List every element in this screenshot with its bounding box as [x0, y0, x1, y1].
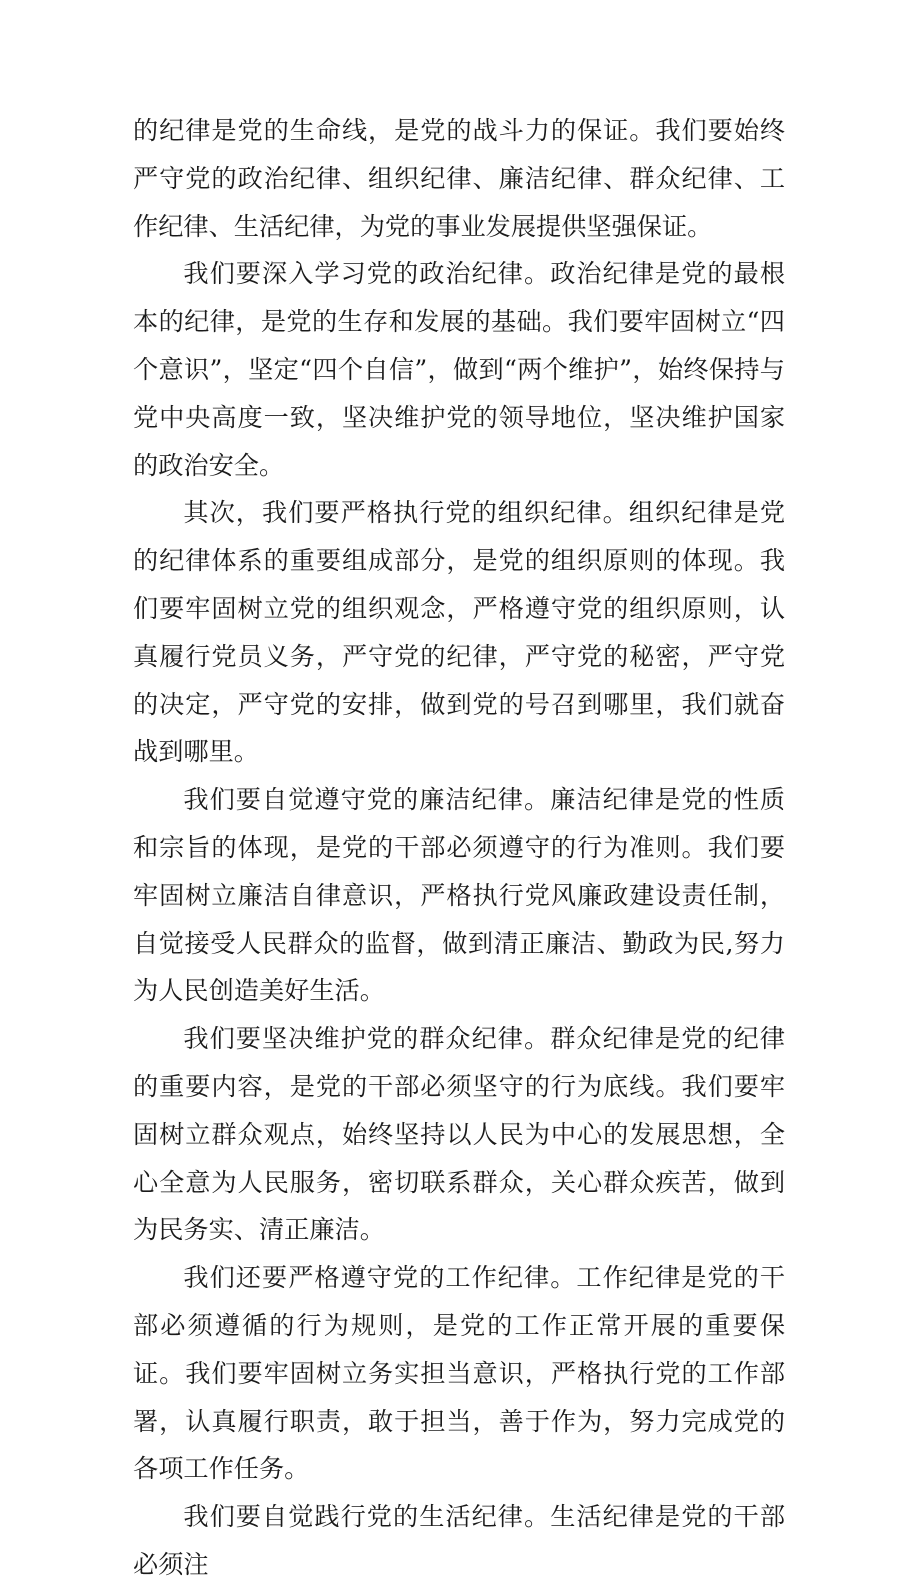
paragraph-2: 我们要深入学习党的政治纪律。政治纪律是党的最根本的纪律，是党的生存和发展的基础。我们要牢固树立“四个意识”，坚定“四个自信”，做到“两个维护”，始终保持与党中央高度一致，坚决维护党的领导地位，坚决维护国家的政治安全。 [133, 259, 785, 480]
paragraph-5: 我们要坚决维护党的群众纪律。群众纪律是党的纪律的重要内容，是党的干部必须坚守的行为底线。我们要牢固树立群众观点，始终坚持以人民为中心的发展思想，全心全意为人民服务，密切联系群众，关心群众疾苦，做到为民务实、清正廉洁。 [133, 1024, 785, 1245]
paragraph-3: 其次，我们要严格执行党的组织纪律。组织纪律是党的纪律体系的重要组成部分，是党的组织原则的体现。我们要牢固树立党的组织观念，严格遵守党的组织原则，认真履行党员义务，严守党的纪律，严守党的秘密，严守党的决定，严守党的安排，做到党的号召到哪里，我们就奋战到哪里。 [133, 498, 785, 767]
paragraph-1: 的纪律是党的生命线，是党的战斗力的保证。我们要始终严守党的政治纪律、组织纪律、廉洁纪律、群众纪律、工作纪律、生活纪律，为党的事业发展提供坚强保证。 [133, 116, 785, 241]
paragraph-6: 我们还要严格遵守党的工作纪律。工作纪律是党的干部必须遵循的行为规则，是党的工作正常开展的重要保证。我们要牢固树立务实担当意识，严格执行党的工作部署，认真履行职责，敢于担当，善于作为，努力完成党的各项工作任务。 [133, 1263, 785, 1484]
paragraph-4: 我们要自觉遵守党的廉洁纪律。廉洁纪律是党的性质和宗旨的体现，是党的干部必须遵守的行为准则。我们要牢固树立廉洁自律意识，严格执行党风廉政建设责任制，自觉接受人民群众的监督，做到清正廉洁、勤政为民,努力为人民创造美好生活。 [133, 785, 785, 1006]
paragraph-7: 我们要自觉践行党的生活纪律。生活纪律是党的干部必须注 [133, 1502, 785, 1579]
document-body [133, 107, 785, 1589]
